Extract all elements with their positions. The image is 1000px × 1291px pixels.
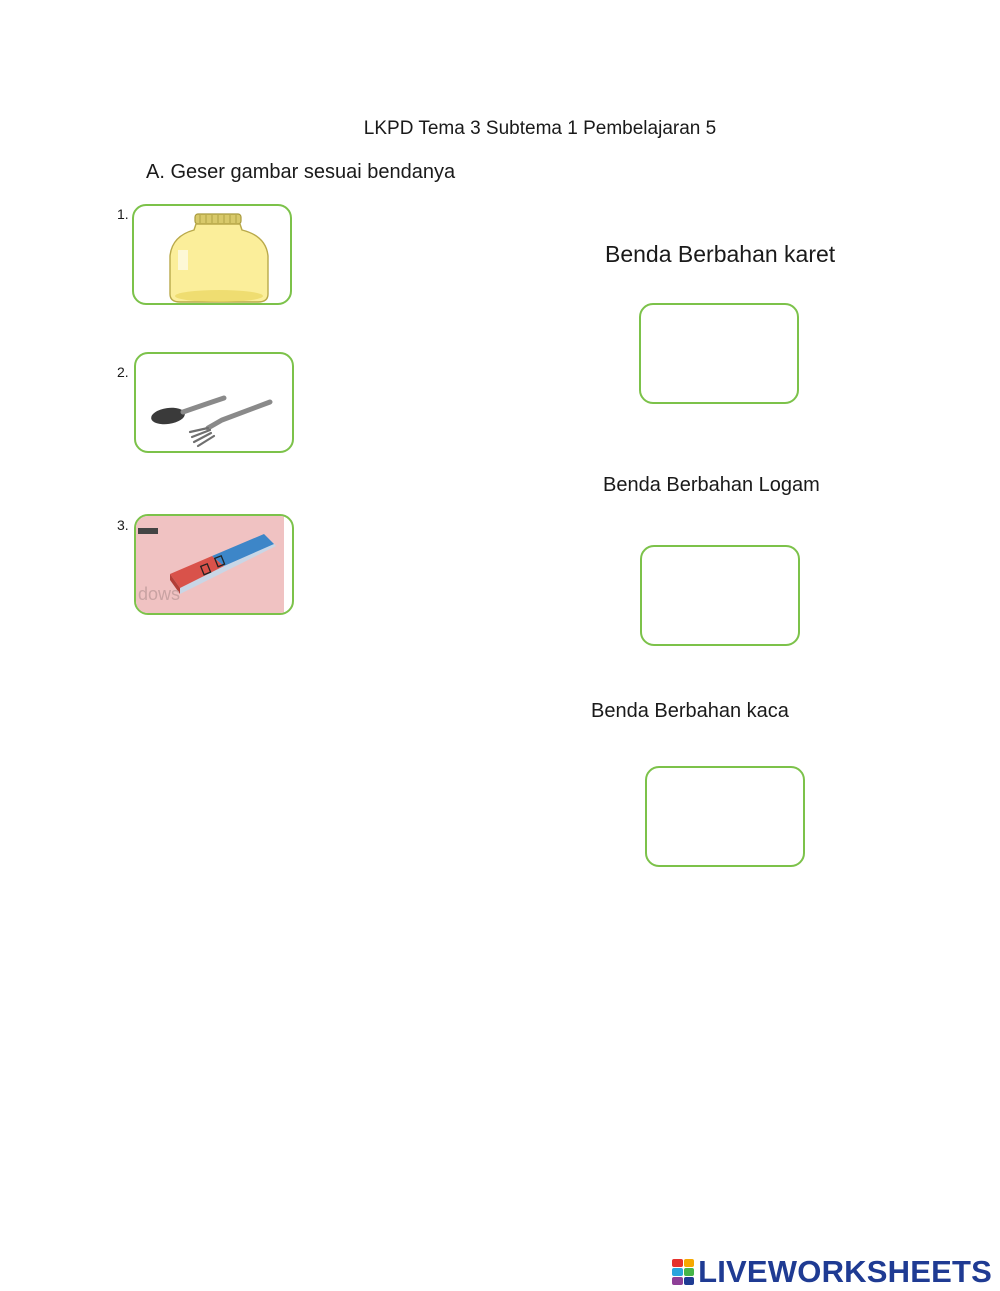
watermark-text: dows bbox=[138, 584, 181, 604]
drop-zone-metal[interactable] bbox=[640, 545, 800, 646]
logo-mark-icon bbox=[672, 1259, 694, 1285]
draggable-item-cutlery[interactable] bbox=[134, 352, 294, 453]
drop-zone-glass[interactable] bbox=[645, 766, 805, 867]
instruction-text: A. Geser gambar sesuai bendanya bbox=[146, 161, 456, 183]
jar-image bbox=[134, 206, 290, 303]
spoon-fork-image bbox=[136, 354, 292, 451]
draggable-item-jar[interactable] bbox=[132, 204, 292, 305]
category-label-metal: Benda Berbahan Logam bbox=[603, 474, 820, 496]
drop-zone-rubber[interactable] bbox=[639, 303, 799, 404]
brand-name: LIVEWORKSHEETS bbox=[698, 1254, 992, 1289]
category-label-rubber: Benda Berbahan karet bbox=[605, 241, 836, 267]
category-label-glass: Benda Berbahan kaca bbox=[591, 700, 789, 722]
liveworksheets-logo bbox=[672, 1254, 992, 1290]
item-number-2: 2. bbox=[117, 364, 129, 380]
item-number-3: 3. bbox=[117, 517, 129, 533]
item-number-1: 1. bbox=[117, 206, 129, 222]
page-title: LKPD Tema 3 Subtema 1 Pembelajaran 5 bbox=[363, 118, 717, 139]
draggable-item-eraser[interactable] bbox=[134, 514, 294, 615]
